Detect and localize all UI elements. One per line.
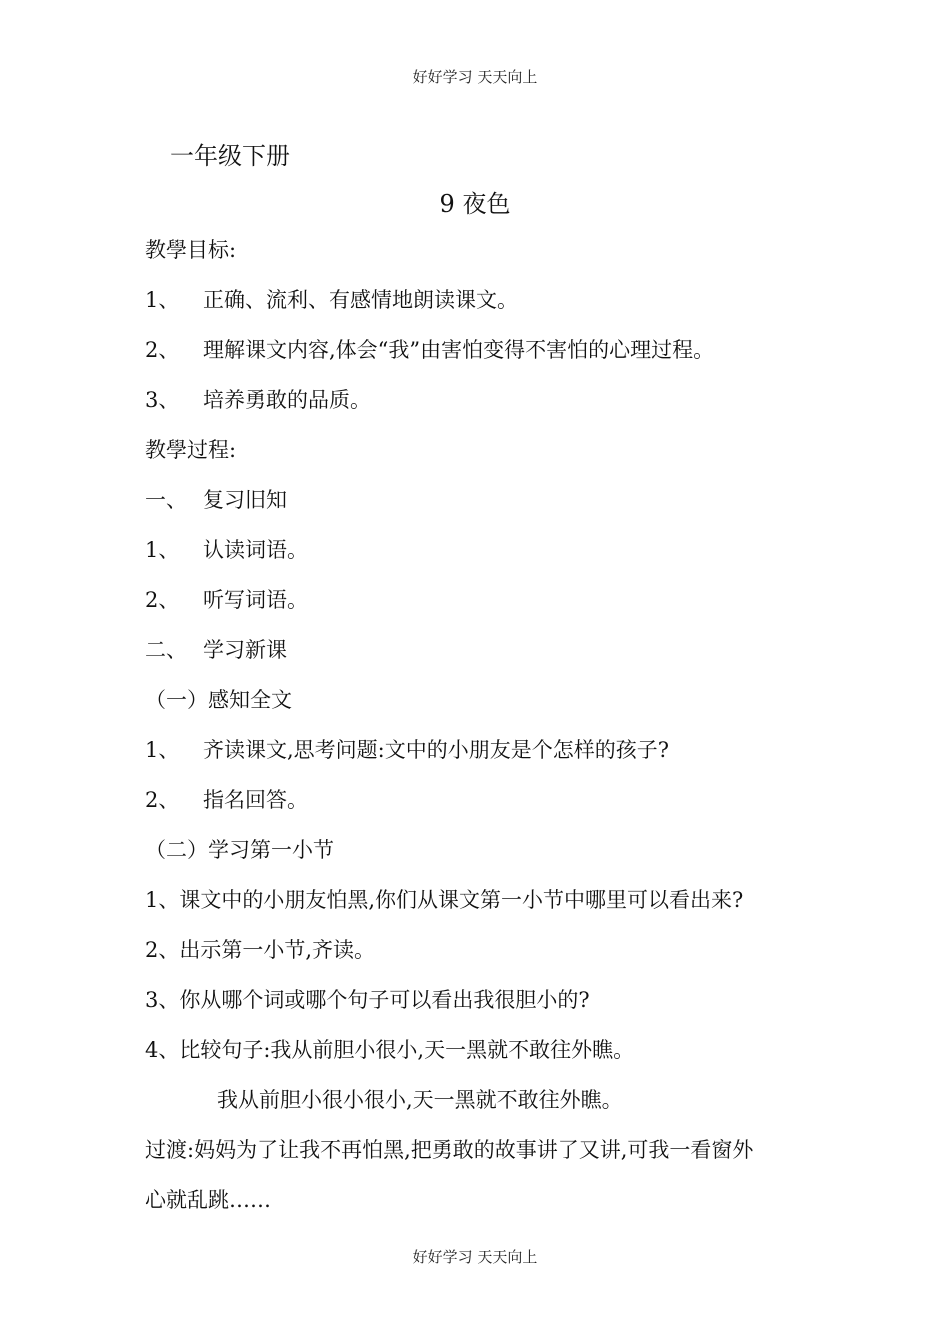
item-number: 2、 (145, 588, 180, 612)
transition-line-2: 心就乱跳…… (145, 1188, 271, 1212)
grade-label: 一年级下册 (170, 142, 290, 170)
process-heading: 教學过程: (145, 438, 237, 462)
item-number: 1、 (145, 538, 180, 562)
objective-number: 1、 (145, 288, 180, 312)
objective-text: 理解课文内容,体会“我”由害怕变得不害怕的心理过程。 (203, 338, 715, 362)
item-number: 2、 (145, 788, 180, 812)
item-text: 听写词语。 (203, 588, 308, 612)
item-text: 指名回答。 (203, 788, 308, 812)
part-one-item-2 (145, 586, 308, 614)
subsection-two-item-2: 2、出示第一小节,齐读。 (145, 938, 376, 962)
subsection-two-item-4: 4、比较句子:我从前胆小很小,天一黑就不敢往外瞧。 (145, 1038, 635, 1062)
item-number: 1、 (145, 738, 180, 762)
subsection-two-item-3: 3、你从哪个词或哪个句子可以看出我很胆小的? (145, 988, 590, 1012)
objective-text: 培养勇敢的品质。 (203, 388, 371, 412)
part-one-heading (145, 486, 287, 514)
part-one-item-1 (145, 536, 308, 564)
objectives-heading: 教學目标: (145, 238, 237, 262)
item-text: 认读词语。 (203, 538, 308, 562)
objective-item-3 (145, 386, 371, 414)
part-two-heading (145, 636, 287, 664)
objective-item-1 (145, 286, 518, 314)
subsection-one-heading: （一）感知全文 (145, 688, 292, 712)
item-text: 齐读课文,思考问题:文中的小朋友是个怎样的孩子? (203, 738, 670, 762)
objective-text: 正确、流利、有感情地朗读课文。 (203, 288, 518, 312)
comparison-sentence: 我从前胆小很小很小,天一黑就不敢往外瞧。 (217, 1088, 623, 1112)
objective-item-2 (145, 336, 714, 364)
subsection-two-item-1: 1、课文中的小朋友怕黑,你们从课文第一小节中哪里可以看出来? (145, 888, 744, 912)
objective-number: 3、 (145, 388, 180, 412)
page-footer: 好好学习 天天向上 (412, 1248, 538, 1266)
subsection-one-item-1 (145, 736, 669, 764)
page-header: 好好学习 天天向上 (412, 68, 538, 86)
part-text: 学习新课 (203, 638, 287, 662)
transition-line-1: 过渡:妈妈为了让我不再怕黑,把勇敢的故事讲了又讲,可我一看窗外 (145, 1138, 754, 1162)
lesson-title: 9 夜色 (439, 190, 511, 218)
subsection-two-heading: （二）学习第一小节 (145, 838, 334, 862)
part-number: 一、 (145, 488, 187, 512)
subsection-one-item-2 (145, 786, 308, 814)
objective-number: 2、 (145, 338, 180, 362)
part-number: 二、 (145, 638, 187, 662)
part-text: 复习旧知 (203, 488, 287, 512)
